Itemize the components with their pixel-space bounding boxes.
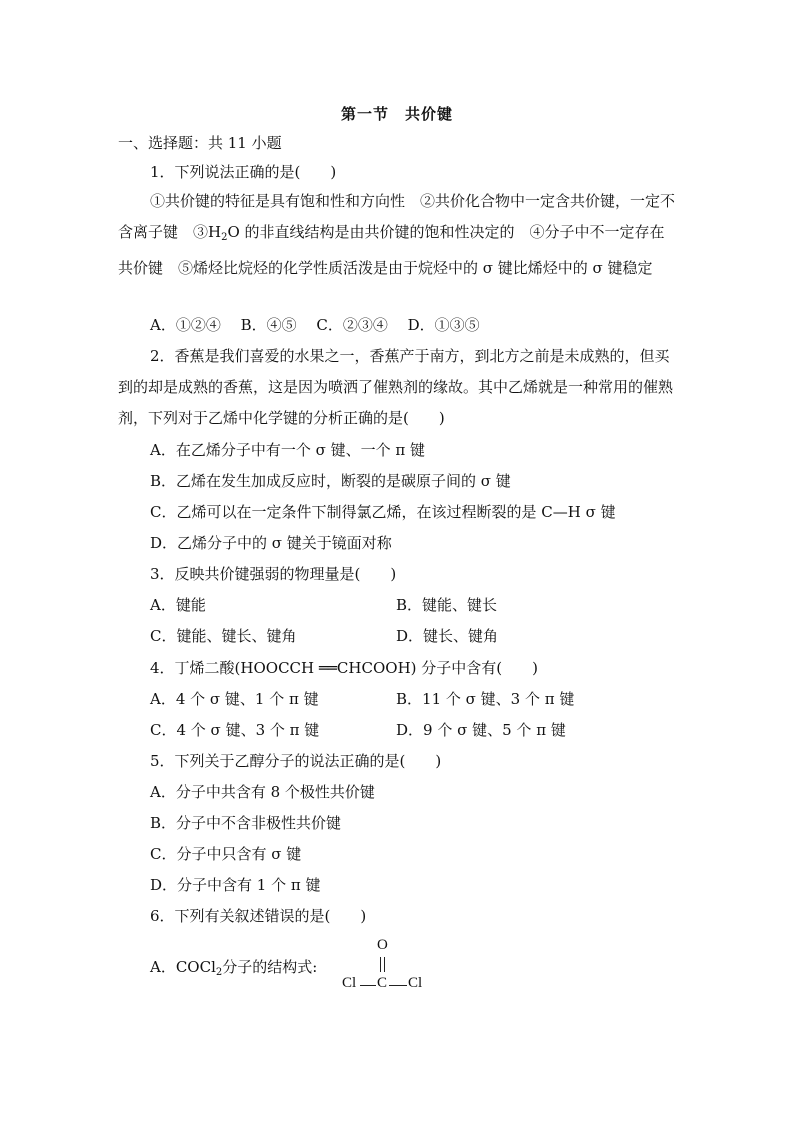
page-title: 第一节 共价键 <box>340 105 453 123</box>
q3-option-a: A．键能 <box>150 596 206 614</box>
q5-stem: 5．下列关于乙醇分子的说法正确的是( ) <box>150 752 442 770</box>
q1-text-sub: 2 <box>221 232 228 243</box>
q3-option-c: C．键能、键长、键角 <box>150 627 297 645</box>
q1-options: A．①②④ B．④⑤ C．②③④ D．①③⑤ <box>150 316 480 334</box>
q6-option-a-sub: 2 <box>215 967 223 978</box>
q5-option-a: A．分子中共含有 8 个极性共价键 <box>150 783 375 801</box>
q3-option-b: B．键能、键长 <box>396 596 498 614</box>
atom-chlorine-left: Cl <box>342 975 357 991</box>
q1-text-b: O 的非直线结构是由共价键的饱和性决定的 ④分子中不一定存在共价键 ⑤烯烃比烷烃的化学性质活泼是由于烷烃中的 σ 键比烯烃中的 σ 键稳定 <box>118 223 665 277</box>
q5-option-b: B．分子中不含非极性共价键 <box>150 814 342 832</box>
q5-option-d: D．分子中含有 1 个 π 键 <box>150 876 321 894</box>
q2-stem: 2．香蕉是我们喜爱的水果之一，香蕉产于南方，到北方之前是未成熟的，但买到的却是成熟的香蕉，这是因为喷洒了催熟剂的缘故。其中乙烯就是一种常用的催熟剂，下列对于乙烯中化学键的分析正确的是( ) <box>118 347 674 427</box>
q2-option-d: D．乙烯分子中的 σ 键关于镜面对称 <box>150 534 392 552</box>
q6-stem: 6．下列有关叙述错误的是( ) <box>150 907 367 925</box>
q4-option-a: A．4 个 σ 键、1 个 π 键 <box>150 690 319 708</box>
q6-option-a-text-b: 分子的结构式: <box>222 958 318 976</box>
q4-option-c: C．4 个 σ 键、3 个 π 键 <box>150 721 320 739</box>
q2-option-b: B．乙烯在发生加成反应时，断裂的是碳原子间的 σ 键 <box>150 472 511 490</box>
q3-option-d: D．键长、键角 <box>396 627 499 645</box>
double-bond-line-2 <box>384 957 385 972</box>
q1-text <box>118 186 678 284</box>
atom-chlorine-right: Cl <box>408 975 423 991</box>
q4-option-b: B．11 个 σ 键、3 个 π 键 <box>396 690 575 708</box>
q4-option-d: D．9 个 σ 键、5 个 π 键 <box>396 721 566 739</box>
atom-oxygen: O <box>377 937 388 953</box>
section-heading: 一、选择题：共 11 小题 <box>118 134 282 152</box>
q3-stem: 3．反映共价键强弱的物理量是( ) <box>150 565 397 583</box>
double-bond-line-1 <box>380 957 381 972</box>
q5-option-c: C．分子中只含有 σ 键 <box>150 845 302 863</box>
cocl2-structure <box>340 937 440 997</box>
q2-option-a: A．在乙烯分子中有一个 σ 键、一个 π 键 <box>150 441 426 459</box>
q1-text-a: ①共价键的特征是具有饱和性和方向性 ②共价化合物中一定含共价键，一定不含离子键 ③H <box>118 192 676 241</box>
q6-option-a-text-a: A．COCl <box>150 958 216 976</box>
q1-stem: 1．下列说法正确的是( ) <box>150 163 337 181</box>
q4-stem: 4．丁烯二酸(HOOCCH ══CHCOOH) 分子中含有( ) <box>150 659 538 677</box>
single-bond-left <box>360 985 376 986</box>
atom-carbon: C <box>377 975 388 991</box>
q2-option-c: C．乙烯可以在一定条件下制得氯乙烯，在该过程断裂的是 C—H σ 键 <box>150 503 616 521</box>
q6-option-a <box>150 957 317 983</box>
single-bond-right <box>389 985 407 986</box>
